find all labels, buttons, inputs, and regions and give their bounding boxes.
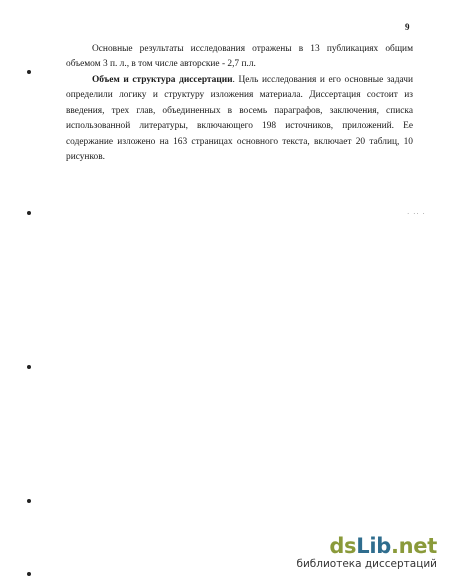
binding-hole-mark [27, 365, 31, 369]
paragraph-publications-text: Основные результаты исследования отражены в 13 публикациях общим объемом 3 п. л., в том числе авторские - 2,7 п.л. [66, 44, 413, 70]
page-number: 9 [405, 22, 410, 32]
paragraph-structure [66, 73, 413, 165]
watermark-subtitle: библиотека диссертаций [296, 558, 437, 570]
watermark[interactable] [296, 535, 437, 571]
structure-heading: Объем и структура диссертации [92, 75, 233, 85]
binding-hole-mark [27, 572, 31, 576]
watermark-logo[interactable] [296, 535, 437, 557]
binding-hole-mark [27, 499, 31, 503]
binding-hole-mark [27, 70, 31, 74]
scan-specks: · ·· · [407, 210, 426, 218]
structure-body: . Цель исследования и его основные задачи определили логику и структуру изложения материала. Диссертация состоит из введения, трех глав, объединенных в восемь параграфов, заключения, списка использованной литературы, включающего 198 источников, приложений. Ее содержание изложено на 163 страницах основного текста, включает 20 таблиц, 10 рисунков. [66, 75, 413, 163]
binding-hole-mark [27, 211, 31, 215]
logo-lib: Lib [356, 534, 391, 558]
paragraph-publications [66, 42, 413, 73]
logo-net: .net [390, 534, 437, 558]
logo-ds: ds [329, 534, 357, 558]
